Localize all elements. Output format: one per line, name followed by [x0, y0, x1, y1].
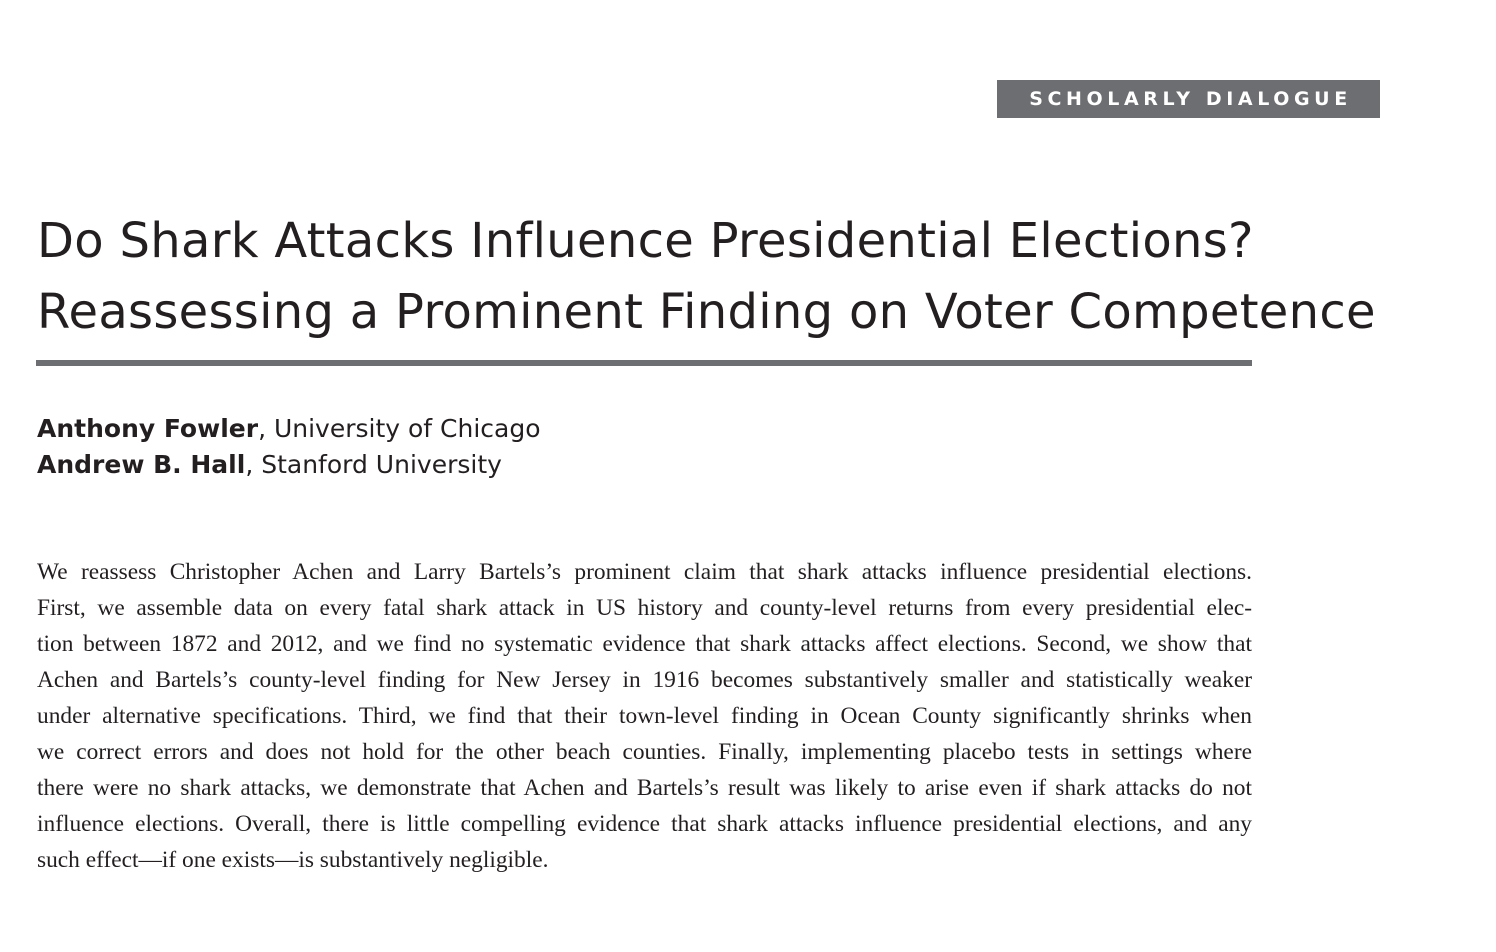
- abstract-line: under alternative specifications. Third, we find that their town-level finding in Ocean County significantly shrinks when: [37, 703, 1252, 729]
- article-title: [37, 206, 1457, 348]
- article-title-line: Do Shark Attacks Influence Presidential Elections?: [37, 213, 1254, 269]
- abstract-line: influence elections. Overall, there is little compelling evidence that shark attacks influence presidential elections, and any: [37, 811, 1252, 837]
- author-line: [37, 411, 541, 447]
- title-divider: [36, 360, 1252, 366]
- abstract: [37, 554, 1252, 878]
- abstract-line: We reassess Christopher Achen and Larry Bartels’s prominent claim that shark attacks influence presidential elections.: [37, 559, 1252, 585]
- author-line: [37, 447, 541, 483]
- abstract-line: such effect—if one exists—is substantively negligible.: [37, 847, 549, 873]
- author-affiliation: , Stanford University: [245, 450, 502, 479]
- abstract-line: Achen and Bartels’s county-level finding for New Jersey in 1916 becomes substantively smaller and statistically weaker: [37, 667, 1252, 693]
- abstract-line: First, we assemble data on every fatal shark attack in US history and county-level returns from every presidential elec-: [37, 595, 1252, 621]
- author-list: [37, 411, 541, 483]
- author-name: Anthony Fowler: [37, 414, 259, 443]
- author-affiliation: , University of Chicago: [258, 414, 541, 443]
- abstract-line: tion between 1872 and 2012, and we find no systematic evidence that shark attacks affect elections. Second, we show that: [37, 631, 1252, 657]
- article-subtitle-line: Reassessing a Prominent Finding on Voter Competence: [37, 284, 1376, 340]
- author-name: Andrew B. Hall: [37, 450, 246, 479]
- abstract-line: we correct errors and does not hold for the other beach counties. Finally, implementing placebo tests in settings where: [37, 739, 1252, 765]
- section-label-badge: SCHOLARLY DIALOGUE: [997, 80, 1380, 118]
- abstract-line: there were no shark attacks, we demonstrate that Achen and Bartels’s result was likely to arise even if shark attacks do not: [37, 775, 1252, 801]
